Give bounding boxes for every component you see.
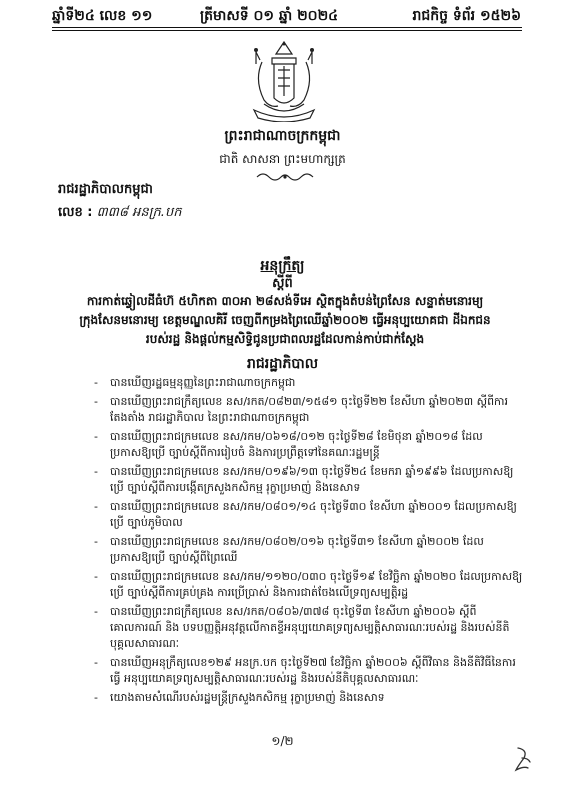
list-item: - បានឃើញព្រះរាជក្រមលេខ នស/រកម/០៨០២/០១៦ ចុះថ្ងៃទី៣១ ខែសីហា ឆ្នាំ២០០២ ដែលប្រកាសឱ្យប្រើ ច្បាប់ស្តីពីព្រៃឈើ bbox=[94, 534, 524, 566]
document-subject: ការកាត់ឆ្វៀលដីធំហ៊ ៥ហិកតា ៣០អា ២៨សង់ទីអេ ស្ថិតក្នុងតំបន់ព្រៃសែន សន្ទាត់មនោរម្យ ក្រុងសែនមនោរម្យ ខេត្តមណ្ឌលគិរី ចេញពីកម្រងព្រៃឈើឆ្នាំ២០០២ ធ្វើអនុប្បយោគជា ដីឯកជនរបស់រដ្ឋ និងផ្ដល់កម្មសិទ្ធិជូនប្រជាពលរដ្ឋដែលកាន់កាប់ជាក់ស្ដែង bbox=[79, 294, 491, 346]
kingdom-heading: ព្រះរាជាណាចក្រកម្ពុជា bbox=[224, 128, 341, 144]
about-label: ស្តីពី bbox=[272, 276, 293, 291]
gazette-page-ref: រាជកិច្ច ទំព័រ ១៥២៦ bbox=[412, 8, 521, 24]
document-number bbox=[58, 204, 181, 223]
legal-references-list bbox=[94, 375, 524, 709]
list-item: - បានឃើញព្រះរាជក្រមលេខ នស/រកម/០៦១៨/០១២ ចុះថ្ងៃទី២៨ ខែមិថុនា ឆ្នាំ២០១៨ ដែលប្រកាសឱ្យប្រើ ច្បាប់ស្តីពីការរៀបចំ និងការប្រព្រឹត្តទៅនៃគណៈរដ្ឋមន្ត្រី bbox=[94, 429, 524, 461]
list-item: - បានឃើញព្រះរាជក្រឹត្យលេខ នស/រកត/០៨០៦/៣៧៨ ចុះថ្ងៃទី៣ ខែសីហា ឆ្នាំ២០០៦ ស្តីពីគោលការណ៍ និង បទបញ្ញត្តិអនុវត្តលើកាតខ្ទីអនុប្បយោគទ្រព្យសម្បត្តិសាធារណៈរបស់រដ្ឋ និងរបស់នីតិបុគ្គលសាធារណៈ bbox=[94, 604, 524, 652]
list-item: - យោងតាមសំណើរបស់រដ្ឋមន្ត្រីក្រសួងកសិកម្ម រុក្ខាប្រមាញ់ និងនេសាទ bbox=[94, 690, 524, 706]
document-type: អនុក្រឹត្យ bbox=[260, 258, 305, 274]
handwritten-initial bbox=[512, 744, 534, 772]
page-number: ១/២ bbox=[271, 734, 294, 748]
list-item: - បានឃើញរដ្ឋធម្មនុញ្ញនៃព្រះរាជាណាចក្រកម្ពុជា bbox=[94, 375, 524, 391]
gazette-year-issue: ឆ្នាំទី២៤ លេខ ១១ bbox=[52, 8, 153, 24]
divider-ornament bbox=[255, 170, 315, 184]
government-heading: រាជរដ្ឋាភិបាល bbox=[246, 356, 319, 372]
header-rule bbox=[52, 30, 522, 31]
document-number-label: លេខ : bbox=[58, 205, 93, 220]
list-item: - បានឃើញព្រះរាជក្រមលេខ នស/រកម/១១២០/០៣០ ចុះថ្ងៃទី១៩ ខែវិច្ឆិកា ឆ្នាំ២០២០ ដែលប្រកាសឱ្យប្រើ ច្បាប់ស្តីពីការគ្រប់គ្រង ការប្រើប្រាស់ និងការជាត់ចែងលើទ្រព្យសម្បត្តិរដ្ឋ bbox=[94, 569, 524, 601]
header-rule bbox=[52, 27, 522, 28]
list-item: - បានឃើញព្រះរាជក្រឹត្យលេខ នស/រកត/០៨២៣/១៥៨១ ចុះថ្ងៃទី២២ ខែសីហា ឆ្នាំ២០២៣ ស្តីពីការតែងតាំង រាជរដ្ឋាភិបាល នៃព្រះរាជាណាចក្រកម្ពុជា bbox=[94, 394, 524, 426]
issuing-authority: រាជរដ្ឋាភិបាលកម្ពុជា bbox=[58, 182, 153, 197]
list-item: - បានឃើញអនុក្រឹត្យលេខ១២៩ អនក្រ.បក ចុះថ្ងៃទី២៧ ខែវិច្ឆិកា ឆ្នាំ២០០៦ ស្តីពីវិធាន និងនីតិវិធីនៃការធ្វើ អនុប្បយោគទ្រព្យសម្បត្តិសាធារណៈរបស់រដ្ឋ និងរបស់នីតិបុគ្គលសាធារណៈ bbox=[94, 655, 524, 687]
royal-coat-of-arms-emblem bbox=[242, 40, 326, 122]
list-item: - បានឃើញព្រះរាជក្រមលេខ នស/រកម/០១៩៦/១៣ ចុះថ្ងៃទី២៤ ខែមករា ឆ្នាំ១៩៩៦ ដែលប្រកាសឱ្យប្រើ ច្បាប់ស្តីពីការបង្កើតក្រសួងកសិកម្ម រុក្ខាប្រមាញ់ និងនេសាទ bbox=[94, 464, 524, 496]
gazette-quarter: ត្រីមាសទី ០១ ឆ្នាំ ២០២៤ bbox=[200, 8, 339, 24]
national-motto: ជាតិ សាសនា ព្រះមហាក្សត្រ bbox=[219, 152, 346, 166]
document-number-value: ៣៣៨ អនក្រ.បក bbox=[96, 205, 182, 220]
list-item: - បានឃើញព្រះរាជក្រមលេខ នស/រកម/០៨០១/១៤ ចុះថ្ងៃទី៣០ ខែសីហា ឆ្នាំ២០០១ ដែលប្រកាសឱ្យប្រើ ច្បាប់ភូមិបាល bbox=[94, 499, 524, 531]
